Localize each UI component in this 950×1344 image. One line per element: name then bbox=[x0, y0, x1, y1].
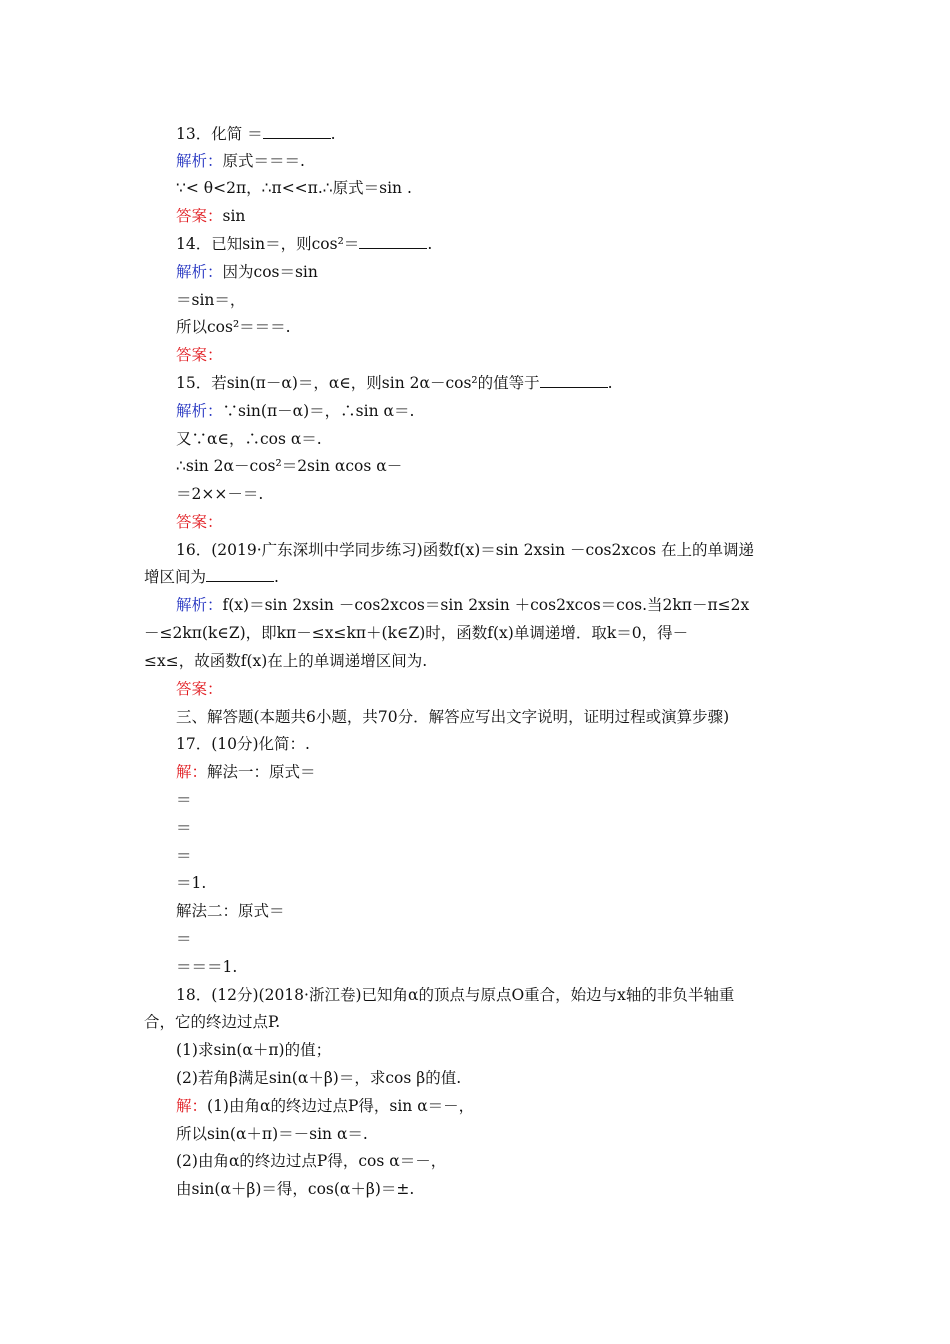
question-16-line-2: 增区间为 . bbox=[144, 568, 279, 586]
answer-blank bbox=[263, 124, 331, 139]
solution-text: 解法一：原式＝ bbox=[207, 763, 316, 781]
solution-line: ＝＝＝1. bbox=[176, 958, 238, 976]
solution-label: 解： bbox=[176, 763, 208, 781]
answer-blank bbox=[540, 373, 608, 388]
analysis-label: 解析： bbox=[176, 263, 223, 281]
answer-text: sin bbox=[222, 207, 246, 225]
analysis-label: 解析： bbox=[176, 152, 223, 170]
analysis-line: 所以cos²＝＝＝. bbox=[176, 318, 291, 336]
solution-line: 所以sin(α＋π)＝－sin α＝. bbox=[176, 1125, 368, 1143]
solution-line: ＝ bbox=[176, 791, 192, 809]
solution-line: ＝ bbox=[176, 930, 192, 948]
analysis-label: 解析： bbox=[176, 402, 223, 420]
analysis-line: ∴sin 2α－cos²＝2sin αcos α－ bbox=[176, 457, 403, 475]
answer-label: 答案： bbox=[176, 680, 223, 698]
analysis-label: 解析： bbox=[176, 596, 223, 614]
question-18-part-2: (2)若角β满足sin(α＋β)＝，求cos β的值. bbox=[176, 1069, 462, 1087]
analysis-16 bbox=[176, 595, 749, 615]
solution-line: ＝1. bbox=[176, 874, 207, 892]
solution-line: ＝ bbox=[176, 847, 192, 865]
question-13: 13．化简 ＝ . bbox=[176, 125, 336, 143]
analysis-text: 因为cos＝sin bbox=[222, 263, 318, 281]
answer-14 bbox=[176, 345, 223, 365]
question-14: 14．已知sin＝，则cos²＝ . bbox=[176, 235, 433, 253]
analysis-14 bbox=[176, 262, 318, 282]
answer-blank bbox=[206, 567, 274, 582]
answer-label: 答案： bbox=[176, 346, 223, 364]
solution-17 bbox=[176, 762, 316, 782]
analysis-text: f(x)＝sin 2xsin －cos2xcos＝sin 2xsin ＋cos2xcos＝cos.当2kπ－π≤2x bbox=[222, 596, 750, 614]
solution-line: 由sin(α＋β)＝得，cos(α＋β)＝±. bbox=[176, 1180, 415, 1198]
question-text: 13．化简 ＝ bbox=[176, 125, 263, 143]
question-15: 15．若sin(π－α)＝，α∈，则sin 2α－cos²的值等于 . bbox=[176, 374, 613, 392]
answer-blank bbox=[359, 234, 427, 249]
analysis-line: 又∵α∈，∴cos α＝. bbox=[176, 430, 322, 448]
question-17: 17．(10分)化简：. bbox=[176, 735, 310, 753]
question-18: 18．(12分)(2018·浙江卷)已知角α的顶点与原点O重合，始边与x轴的非负半轴重 bbox=[176, 986, 735, 1004]
question-text: 14．已知sin＝，则cos²＝ bbox=[176, 235, 360, 253]
answer-15 bbox=[176, 512, 223, 532]
solution-18 bbox=[176, 1096, 474, 1116]
analysis-line: －≤2kπ(k∈Z)，即kπ－≤x≤kπ＋(k∈Z)时，函数f(x)单调递增．取k＝0，得－ bbox=[144, 624, 689, 642]
analysis-line: ≤x≤，故函数f(x)在上的单调递增区间为. bbox=[144, 652, 428, 670]
question-text: 15．若sin(π－α)＝，α∈，则sin 2α－cos²的值等于 bbox=[176, 374, 540, 392]
question-18-line-2: 合，它的终边过点P. bbox=[144, 1013, 281, 1031]
question-18-part-1: (1)求sin(α＋π)的值； bbox=[176, 1041, 332, 1059]
question-16: 16．(2019·广东深圳中学同步练习)函数f(x)＝sin 2xsin －cos2xcos 在上的单调递 bbox=[176, 541, 754, 559]
section-heading: 三、解答题(本题共6小题，共70分．解答应写出文字说明，证明过程或演算步骤) bbox=[176, 708, 730, 726]
analysis-text: ∵sin(π－α)＝，∴sin α＝. bbox=[222, 402, 415, 420]
answer-label: 答案： bbox=[176, 513, 223, 531]
solution-line: 解法二：原式＝ bbox=[176, 902, 285, 920]
analysis-line: ＝2××－＝. bbox=[176, 485, 264, 503]
analysis-line: ＝sin＝， bbox=[176, 291, 246, 309]
analysis-15 bbox=[176, 401, 414, 421]
analysis-line: ∵< θ<2π，∴π<<π.∴原式＝sin . bbox=[176, 179, 412, 197]
solution-text: (1)由角α的终边过点P得，sin α＝－， bbox=[207, 1097, 475, 1115]
analysis-text: 原式＝＝＝. bbox=[222, 152, 305, 170]
solution-line: (2)由角α的终边过点P得，cos α＝－， bbox=[176, 1152, 447, 1170]
solution-label: 解： bbox=[176, 1097, 208, 1115]
answer-13 bbox=[176, 206, 245, 226]
solution-line: ＝ bbox=[176, 819, 192, 837]
answer-label: 答案： bbox=[176, 207, 223, 225]
analysis-13 bbox=[176, 151, 305, 171]
answer-16 bbox=[176, 679, 223, 699]
